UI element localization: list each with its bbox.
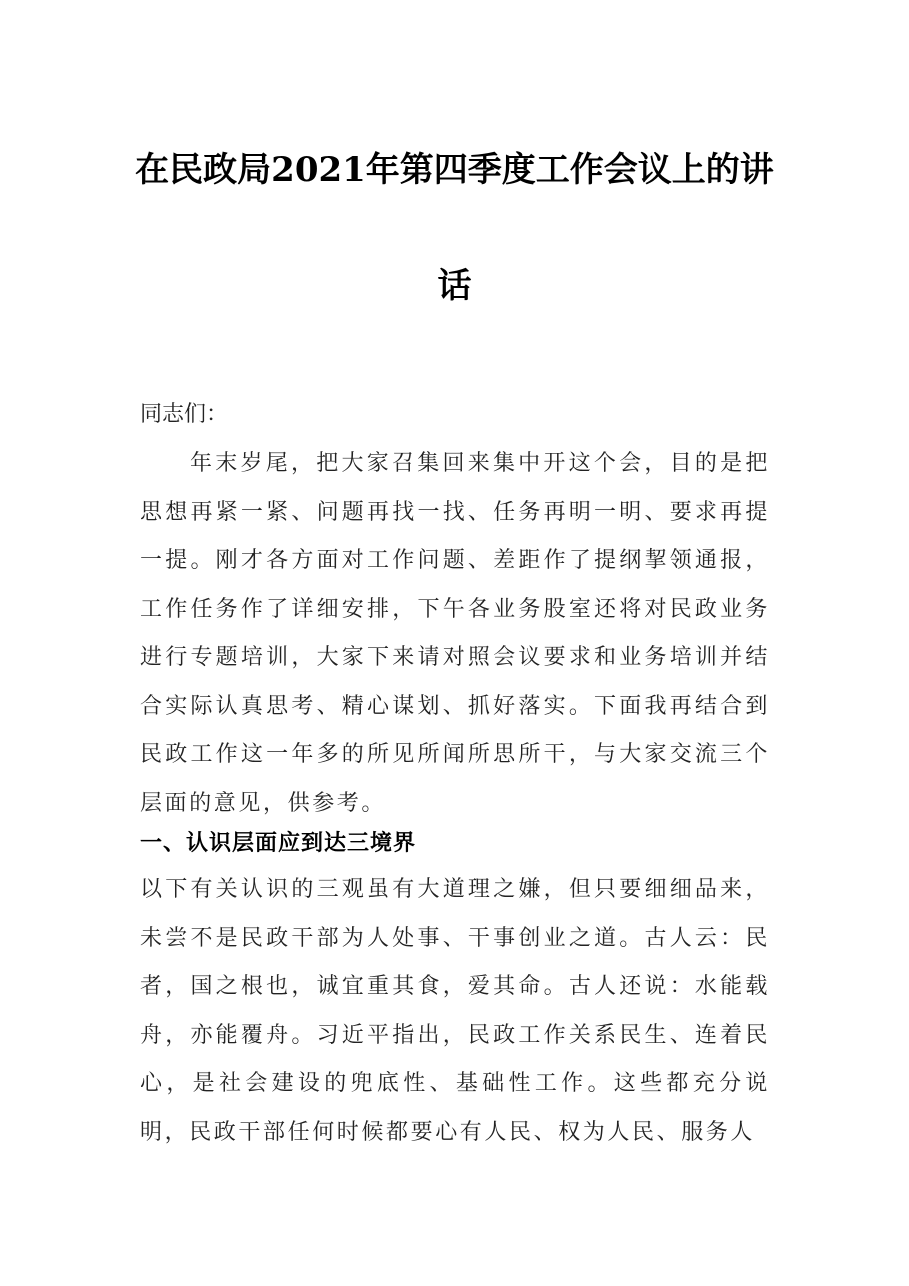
section-heading-1: 一、认识层面应到达三境界	[140, 831, 417, 856]
document-title-line1: 在民政局2021年第四季度工作会议上的讲	[135, 150, 774, 190]
body-paragraph-1: 年末岁尾，把大家召集回来集中开这个会，目的是把思想再紧一紧、问题再找一找、任务再明一明、要求再提一提。刚才各方面对工作问题、差距作了提纲挈领通报，工作任务作了详细安排，下午各业务股室还将对民政业务进行专题培训，大家下来请对照会议要求和业务培训并结合实际认真思考、精心谋划、抓好落实。下面我再结合到民政工作这一年多的所见所闻所思所干，与大家交流三个层面的意见，供参考。	[140, 451, 770, 816]
document-title-line2: 话	[437, 266, 472, 306]
salutation: 同志们：	[140, 402, 229, 427]
body-paragraph-2: 以下有关认识的三观虽有大道理之嫌，但只要细细品来，未尝不是民政干部为人处事、干事创业之道。古人云：民者，国之根也，诚宜重其食，爱其命。古人还说：水能载舟，亦能覆舟。习近平指出，民政工作关系民生、连着民心，是社会建设的兜底性、基础性工作。这些都充分说明，民政干部任何时候都要心有人民、权为人民、服务人	[140, 877, 770, 1145]
